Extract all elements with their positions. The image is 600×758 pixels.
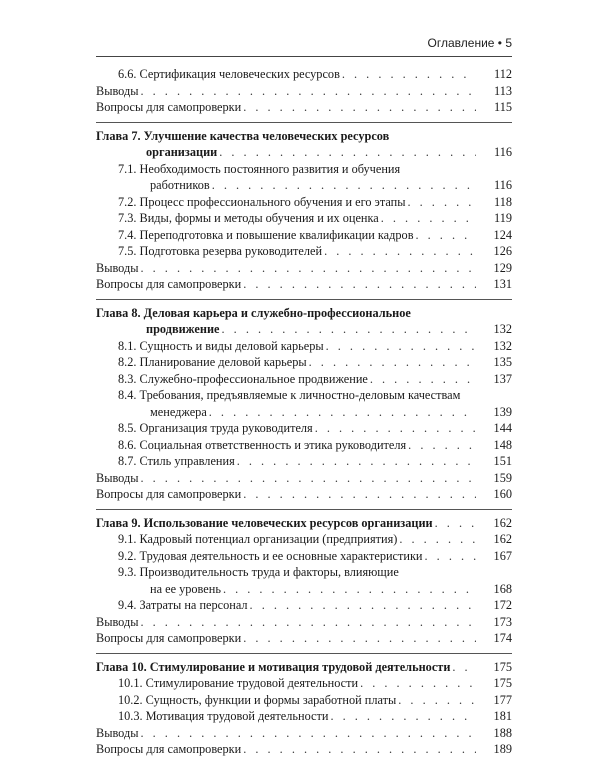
toc-entry-questions-9: [96, 630, 512, 647]
toc-entry-questions-10: [96, 741, 512, 758]
toc-entry-label: Глава 9. Использование человеческих ресурсов организации: [96, 515, 433, 530]
toc-entry-page: 162: [493, 515, 512, 530]
dot-leader: [435, 515, 476, 532]
toc-entry-label: Вопросы для самопроверки: [96, 487, 242, 501]
toc-entry-label: 9.2. Трудовая деятельность и ее основные характеристики: [118, 548, 423, 563]
table-of-contents: [96, 66, 512, 758]
dot-leader: [141, 260, 477, 277]
dot-leader: [243, 276, 476, 293]
dot-leader: [315, 420, 476, 437]
dot-leader: [452, 659, 476, 676]
toc-entry-label: 6.6. Сертификация человеческих ресурсов: [118, 67, 340, 81]
toc-entry-8-7: [96, 453, 512, 470]
chapter-10-title: [96, 659, 512, 676]
toc-entry-label: 10.2. Сущность, функции и формы заработной платы: [118, 692, 397, 707]
dot-leader: [309, 354, 476, 371]
dot-leader: [141, 470, 477, 487]
toc-entry-label: 8.5. Организация труда руководителя: [118, 421, 313, 435]
toc-entry-page: 113: [494, 83, 512, 98]
toc-entry-9-3-line1: 9.3. Производительность труда и факторы, влияющие: [118, 565, 399, 579]
toc-entry-label: 7.2. Процесс профессионального обучения и его этапы: [118, 194, 406, 209]
toc-entry-page: 148: [493, 437, 512, 452]
dot-leader: [398, 692, 476, 709]
toc-entry-label: 8.2. Планирование деловой карьеры: [118, 355, 307, 369]
toc-entry-label: Выводы: [96, 83, 139, 98]
toc-entry-page: 129: [493, 260, 512, 275]
toc-entry-page: 116: [494, 145, 512, 159]
toc-entry-page: 175: [493, 676, 512, 690]
toc-entry-page: 132: [493, 338, 512, 353]
toc-entry-6-6: [96, 66, 512, 83]
toc-entry-10-3: [96, 708, 512, 725]
toc-entry-8-4-line2: [96, 404, 512, 421]
header-rule: [96, 56, 512, 57]
toc-entry-conclusions-8: [96, 470, 512, 487]
toc-entry-8-3: [96, 371, 512, 388]
toc-entry-7-4: [96, 227, 512, 244]
toc-entry-page: 135: [493, 355, 512, 369]
toc-entry-conclusions-9: [96, 614, 512, 631]
toc-entry-page: 131: [493, 277, 512, 291]
running-head: Оглавление • 5: [427, 36, 512, 50]
toc-entry-7-2: [96, 194, 512, 211]
toc-entry-page: 181: [493, 709, 512, 723]
toc-entry-page: 177: [493, 692, 512, 707]
dot-leader: [408, 194, 477, 211]
dot-leader: [360, 675, 476, 692]
dot-leader: [222, 321, 476, 338]
toc-entry-page: 139: [493, 404, 512, 419]
dot-leader: [243, 741, 476, 758]
toc-entry-page: 112: [494, 67, 512, 81]
toc-entry-page: 162: [493, 532, 512, 546]
toc-entry-8-4-line1: 8.4. Требования, предъявляемые к личностно-деловым качествам: [118, 388, 461, 402]
dot-leader: [326, 338, 476, 355]
toc-entry-label: 7.4. Переподготовка и повышение квалификации кадров: [118, 227, 414, 242]
dot-leader: [141, 614, 477, 631]
chapter-9-title: [96, 515, 512, 532]
toc-entry-9-2: [96, 548, 512, 565]
toc-entry-page: 189: [493, 742, 512, 756]
toc-entry-label: 7.5. Подготовка резерва руководителей: [118, 244, 323, 258]
dot-leader: [141, 83, 477, 100]
toc-entry-label: 9.1. Кадровый потенциал организации (предприятия): [118, 532, 398, 546]
toc-entry-page: 151: [493, 454, 512, 468]
toc-entry-label: 9.4. Затраты на персонал: [118, 598, 248, 612]
toc-entry-8-2: [96, 354, 512, 371]
toc-entry-label: 8.7. Стиль управления: [118, 454, 235, 468]
dot-leader: [381, 210, 476, 227]
toc-entry-page: 175: [493, 659, 512, 674]
toc-entry-9-4: [96, 597, 512, 614]
toc-entry-page: 160: [493, 487, 512, 501]
toc-entry-page: 173: [493, 614, 512, 629]
toc-entry-page: 188: [493, 725, 512, 740]
dot-leader: [141, 725, 477, 742]
toc-entry-page: 174: [493, 631, 512, 645]
toc-entry-questions-8: [96, 486, 512, 503]
toc-entry-page: 115: [494, 100, 512, 114]
dot-leader: [219, 144, 476, 161]
toc-entry-label: 10.3. Мотивация трудовой деятельности: [118, 709, 329, 723]
toc-entry-page: 167: [493, 548, 512, 563]
dot-leader: [370, 371, 476, 388]
toc-entry-label: 8.6. Социальная ответственность и этика руководителя: [118, 437, 407, 452]
toc-entry-label: работников: [150, 178, 210, 192]
toc-entry-9-1: [96, 531, 512, 548]
dot-leader: [324, 243, 476, 260]
chapter-8-title-line1: Глава 8. Деловая карьера и служебно-профессиональное: [96, 305, 411, 320]
toc-entry-label: Вопросы для самопроверки: [96, 277, 242, 291]
toc-entry-label: Глава 10. Стимулирование и мотивация трудовой деятельности: [96, 659, 451, 674]
chapter-7-title-line2: [96, 144, 512, 161]
toc-entry-label: продвижение: [146, 322, 220, 336]
toc-entry-label: Вопросы для самопроверки: [96, 100, 242, 114]
dot-leader: [425, 548, 476, 565]
toc-entry-7-3: [96, 210, 512, 227]
dot-leader: [237, 453, 476, 470]
toc-entry-10-1: [96, 675, 512, 692]
chapter-8-title-line2: [96, 321, 512, 338]
toc-entry-page: 118: [494, 194, 512, 209]
toc-entry-7-5: [96, 243, 512, 260]
toc-entry-questions-7: [96, 276, 512, 293]
toc-entry-page: 144: [493, 421, 512, 435]
toc-entry-label: 8.3. Служебно-профессиональное продвижение: [118, 371, 368, 386]
dot-leader: [330, 708, 476, 725]
toc-entry-page: 126: [493, 244, 512, 258]
toc-entry-8-6: [96, 437, 512, 454]
toc-entry-label: на ее уровень: [150, 581, 221, 596]
dot-leader: [342, 66, 476, 83]
toc-entry-page: 116: [494, 178, 512, 192]
chapter-separator: [96, 509, 512, 510]
toc-entry-label: Вопросы для самопроверки: [96, 631, 242, 645]
chapter-separator: [96, 122, 512, 123]
toc-entry-conclusions-10: [96, 725, 512, 742]
dot-leader: [408, 437, 476, 454]
toc-entry-8-5: [96, 420, 512, 437]
toc-entry-9-3-line2: [96, 581, 512, 598]
toc-entry-page: 124: [493, 227, 512, 242]
toc-entry-label: Выводы: [96, 470, 139, 485]
chapter-7-title-line1: Глава 7. Улучшение качества человеческих ресурсов: [96, 128, 390, 143]
toc-entry-label: менеджера: [150, 404, 207, 419]
toc-entry-label: 7.3. Виды, формы и методы обучения и их оценка: [118, 211, 379, 225]
toc-entry-7-1-line1: 7.1. Необходимость постоянного развития и обучения: [118, 161, 401, 176]
toc-entry-questions-6: [96, 99, 512, 116]
toc-entry-7-1-line2: [96, 177, 512, 194]
toc-entry-page: 132: [493, 322, 512, 336]
dot-leader: [416, 227, 477, 244]
toc-entry-conclusions-7: [96, 260, 512, 277]
dot-leader: [250, 597, 476, 614]
chapter-separator: [96, 299, 512, 300]
toc-entry-label: 10.1. Стимулирование трудовой деятельности: [118, 676, 359, 690]
toc-entry-8-1: [96, 338, 512, 355]
toc-entry-page: 119: [494, 211, 512, 225]
toc-entry-page: 159: [493, 470, 512, 485]
toc-entry-label: Вопросы для самопроверки: [96, 742, 242, 756]
toc-entry-page: 168: [493, 581, 512, 596]
dot-leader: [223, 581, 476, 598]
toc-entry-label: Выводы: [96, 260, 139, 275]
dot-leader: [243, 99, 476, 116]
toc-entry-label: организации: [146, 145, 218, 159]
toc-entry-conclusions-6: [96, 83, 512, 100]
toc-entry-10-2: [96, 692, 512, 709]
toc-entry-page: 172: [493, 598, 512, 612]
dot-leader: [399, 531, 476, 548]
dot-leader: [212, 177, 476, 194]
dot-leader: [243, 486, 476, 503]
toc-entry-label: Выводы: [96, 614, 139, 629]
chapter-separator: [96, 653, 512, 654]
dot-leader: [209, 404, 476, 421]
toc-entry-page: 137: [493, 371, 512, 386]
dot-leader: [243, 630, 476, 647]
toc-entry-label: Выводы: [96, 725, 139, 740]
toc-entry-label: 8.1. Сущность и виды деловой карьеры: [118, 338, 324, 353]
